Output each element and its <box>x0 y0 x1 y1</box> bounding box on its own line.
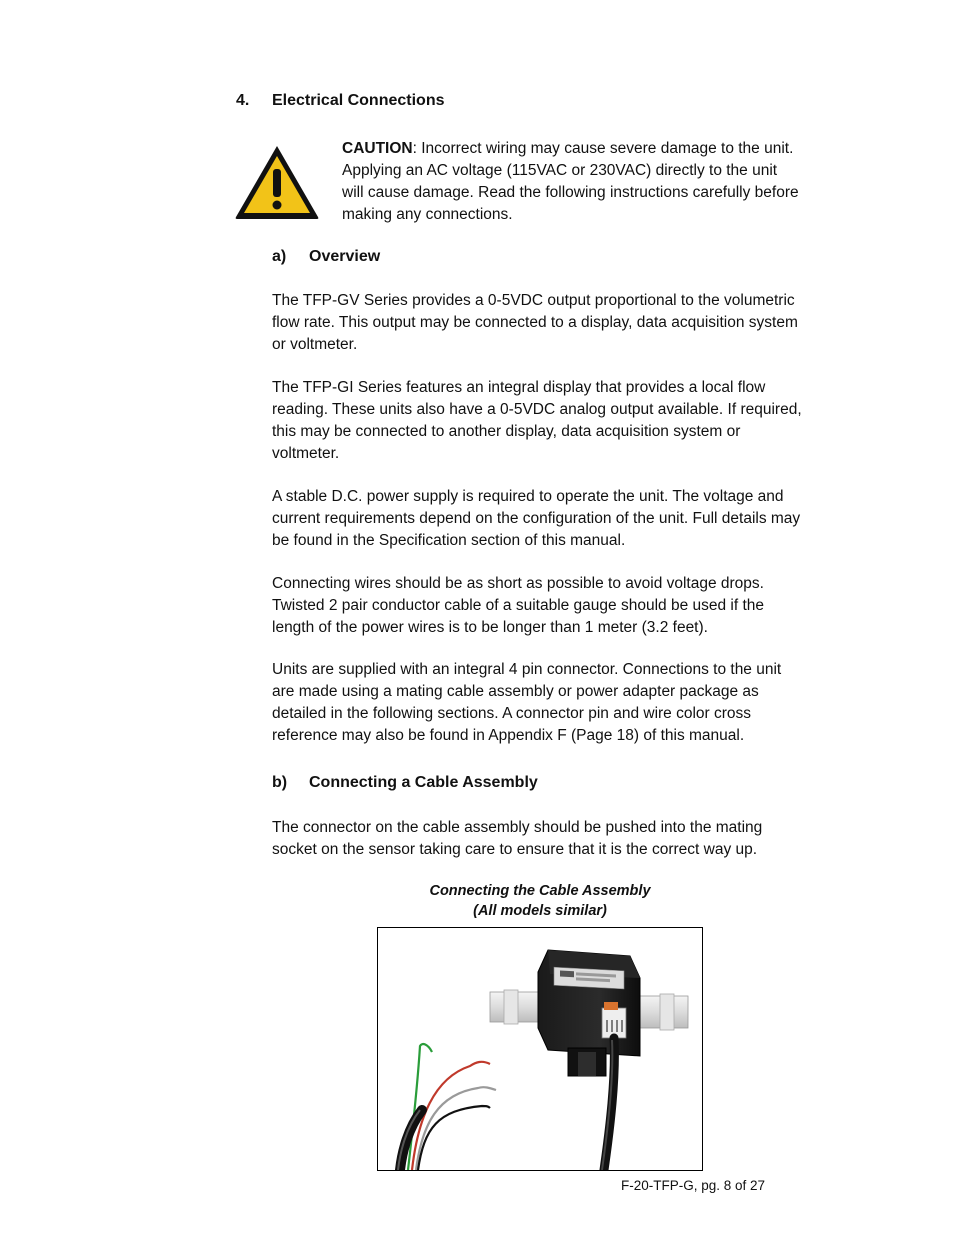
figure-caption <box>380 881 700 921</box>
right-pipe-fitting <box>636 994 688 1030</box>
figure-caption-line-1: Connecting the Cable Assembly <box>429 883 651 899</box>
white-wire <box>416 1087 496 1170</box>
cable-assembly-photo <box>377 927 703 1171</box>
overview-paragraph-2: The TFP-GI Series features an integral display that provides a local flow reading. These units also have a 0-5VDC analog output available. If required, this may be connected to another display, data acquisition system or voltmeter. <box>272 379 802 462</box>
left-pipe-fitting <box>490 990 544 1024</box>
warning-triangle-icon <box>233 143 321 221</box>
cable-title: Connecting a Cable Assembly <box>309 774 538 791</box>
section-title: Electrical Connections <box>272 92 445 109</box>
cable-paragraph: The connector on the cable assembly should be pushed into the mating socket on the sensor taking care to ensure that it is the correct way up. <box>272 819 763 858</box>
page-footer: F-20-TFP-G, pg. 8 of 27 <box>621 1178 766 1193</box>
overview-letter: a) <box>272 248 287 265</box>
overview-heading <box>272 248 381 266</box>
cable-letter: b) <box>272 774 288 791</box>
caution-paragraph <box>342 138 802 226</box>
cable-heading <box>272 774 538 792</box>
section-number: 4. <box>236 92 250 109</box>
section-heading <box>236 92 445 110</box>
figure-caption-line-2: (All models similar) <box>473 903 607 919</box>
overview-paragraph-3: A stable D.C. power supply is required to operate the unit. The voltage and current requirements depend on the configuration of the unit. Full details may be found in the Specification section of this manual. <box>272 488 801 549</box>
overview-paragraph-1: The TFP-GV Series provides a 0-5VDC output proportional to the volumetric flow rate. This output may be connected to a display, data acquisition system or voltmeter. <box>272 292 798 353</box>
overview-paragraph-5: Units are supplied with an integral 4 pin connector. Connections to the unit are made using a mating cable assembly or power adapter package as detailed in the following sections. A connector pin and wire color cross reference may also be found in Appendix F (Page 18) of this manual. <box>272 661 782 744</box>
black-wire <box>418 1106 490 1170</box>
caution-body: : Incorrect wiring may cause severe damage to the unit. Applying an AC voltage (115VAC or 230VAC) directly to the unit will cause damage. Read the following instructions carefully before making any connections. <box>342 140 799 223</box>
overview-paragraph-4: Connecting wires should be as short as possible to avoid voltage drops. Twisted 2 pair conductor cable of a suitable gauge should be used if the length of the power wires is to be longer than 1 meter (3.2 feet). <box>272 575 765 636</box>
overview-title: Overview <box>309 248 381 265</box>
caution-label: CAUTION <box>342 140 413 157</box>
